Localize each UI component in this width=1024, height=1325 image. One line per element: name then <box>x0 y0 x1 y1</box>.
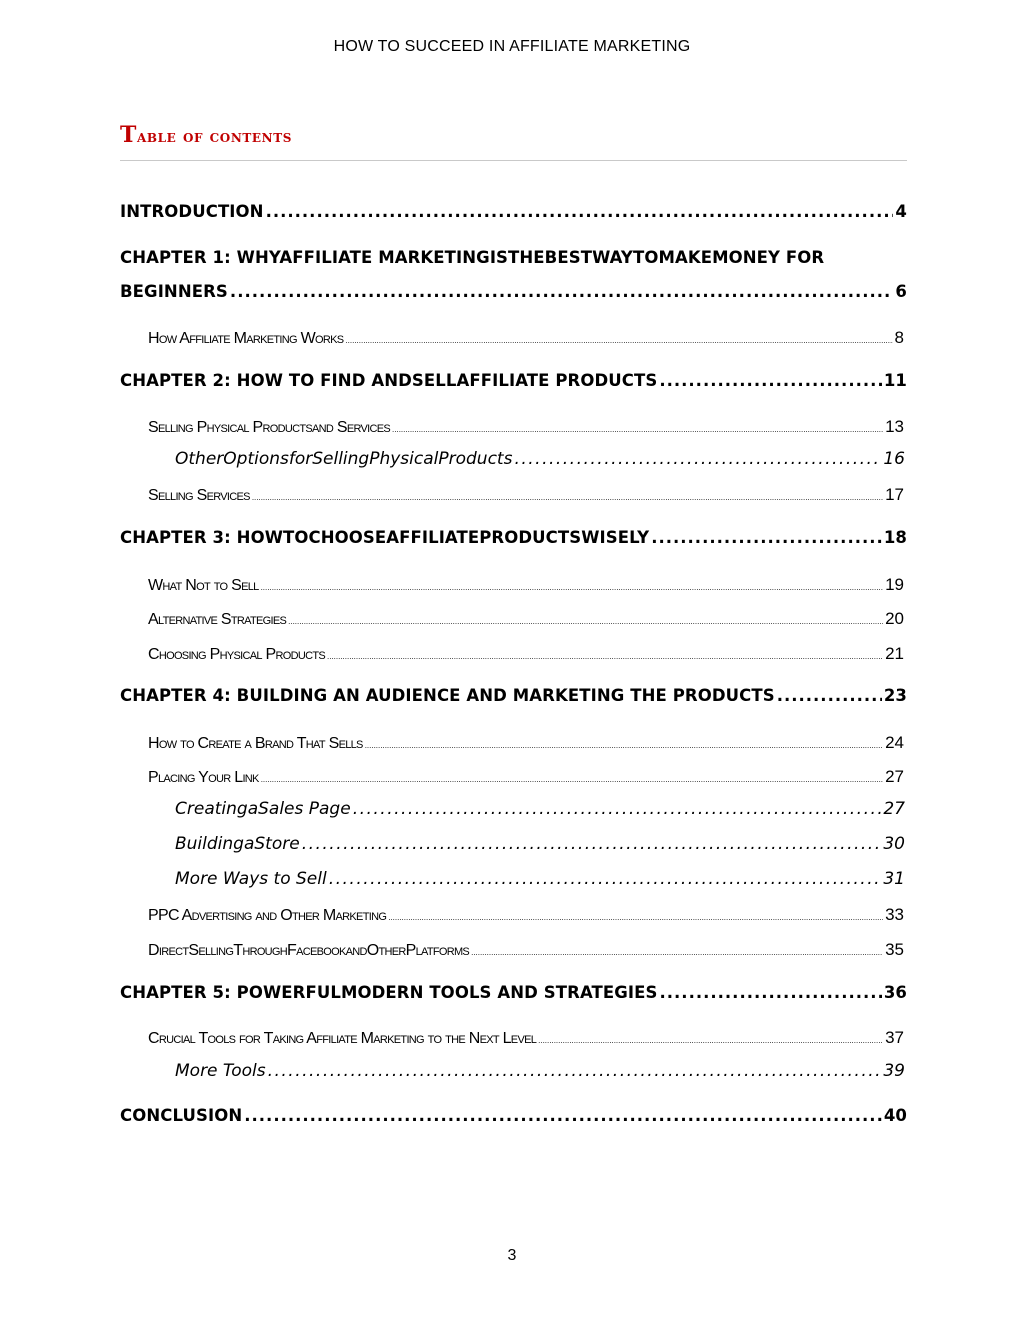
dot-leader <box>353 799 882 819</box>
toc-entry-building-a-store[interactable] <box>175 834 905 854</box>
dot-leader <box>651 528 882 547</box>
dot-leader <box>777 686 882 705</box>
toc-label: CHAPTER 2: HOW TO FIND ANDSELLAFFILIATE PRODUCTS <box>120 371 658 390</box>
toc-entry-how-affiliate-marketing-works[interactable] <box>148 328 904 348</box>
dot-leader <box>471 948 883 957</box>
dot-leader <box>329 869 882 889</box>
toc-entry-more-tools[interactable] <box>175 1061 905 1081</box>
toc-label: Alternative Strategies <box>148 611 287 628</box>
toc-page-number: 19 <box>885 575 904 594</box>
toc-entry-chapter-2[interactable] <box>120 371 907 390</box>
dot-leader <box>244 1106 882 1125</box>
toc-title <box>120 122 292 148</box>
dot-leader <box>388 913 883 922</box>
toc-page-number: 23 <box>883 686 907 705</box>
dot-leader <box>261 775 883 784</box>
dot-leader <box>659 371 881 390</box>
dot-leader <box>266 202 894 221</box>
toc-entry-chapter-1[interactable] <box>120 282 907 301</box>
dot-leader <box>288 617 883 626</box>
dot-leader <box>514 449 881 469</box>
toc-page-number: 17 <box>885 485 904 504</box>
toc-entry-chapter-3[interactable] <box>120 528 907 547</box>
toc-label: BuildingaStore <box>175 834 300 854</box>
toc-label: CHAPTER 1: WHYAFFILIATE MARKETINGISTHEBESTWAYTOMAKEMONEY FOR <box>120 248 825 267</box>
toc-entry-what-not-to-sell[interactable] <box>148 575 904 595</box>
toc-page-number: 31 <box>883 869 905 889</box>
toc-entry-selling-services[interactable] <box>148 485 904 505</box>
toc-label: Selling Services <box>148 487 250 504</box>
toc-label: OtherOptionsforSellingPhysicalProducts <box>175 449 513 469</box>
toc-entry-chapter-4[interactable] <box>120 686 907 705</box>
toc-page-number: 8 <box>894 328 904 347</box>
title-divider <box>120 160 907 161</box>
page-number: 3 <box>507 1247 517 1264</box>
toc-entry-more-ways-to-sell[interactable] <box>175 869 905 889</box>
toc-title-initial: T <box>120 122 137 148</box>
toc-page-number: 24 <box>885 733 904 752</box>
dot-leader <box>261 583 884 592</box>
dot-leader <box>365 741 883 750</box>
toc-entry-crucial-tools[interactable] <box>148 1028 904 1048</box>
toc-label: BEGINNERS <box>120 282 228 301</box>
toc-label: DirectSellingThroughFacebookandOtherPlatforms <box>148 942 470 959</box>
toc-page-number: 21 <box>885 644 904 663</box>
toc-page-number: 27 <box>883 799 905 819</box>
toc-entry-alternative-strategies[interactable] <box>148 609 904 629</box>
toc-entry-chapter-5[interactable] <box>120 983 907 1002</box>
toc-page-number: 35 <box>885 940 904 959</box>
toc-entry-direct-selling[interactable] <box>148 940 904 960</box>
toc-page-number: 6 <box>895 282 907 301</box>
toc-page-number: 16 <box>883 449 905 469</box>
running-header: HOW TO SUCCEED IN AFFILIATE MARKETING <box>333 38 691 55</box>
toc-page-number: 20 <box>885 609 904 628</box>
toc-page-number: 13 <box>885 417 904 436</box>
toc-label: CHAPTER 3: HOWTOCHOOSEAFFILIATEPRODUCTSWISELY <box>120 528 650 547</box>
toc-entry-conclusion[interactable] <box>120 1106 907 1125</box>
toc-label: Placing Your Link <box>148 769 259 786</box>
toc-page-number: 30 <box>883 834 905 854</box>
toc-label: More Tools <box>175 1061 266 1081</box>
dot-leader <box>660 983 882 1002</box>
toc-label: How Affiliate Marketing Works <box>148 330 344 347</box>
toc-page-number: 40 <box>883 1106 907 1125</box>
toc-page-number: 4 <box>895 202 907 221</box>
dot-leader <box>230 282 893 301</box>
toc-label: PPC Advertising and Other Marketing <box>148 907 387 924</box>
dot-leader <box>327 652 883 661</box>
toc-page-number: 37 <box>885 1028 904 1047</box>
toc-entry-choosing-physical-products[interactable] <box>148 644 904 664</box>
toc-label: How to Create a Brand That Sells <box>148 735 363 752</box>
toc-title-rest: able of contents <box>136 127 293 147</box>
toc-label: Choosing Physical Products <box>148 646 325 663</box>
toc-page-number: 27 <box>885 767 904 786</box>
toc-label: CONCLUSION <box>120 1106 243 1125</box>
toc-page-number: 11 <box>883 371 907 390</box>
toc-page-number: 39 <box>883 1061 905 1081</box>
toc-entry-ppc-advertising[interactable] <box>148 905 904 925</box>
toc-label: CHAPTER 5: POWERFULMODERN TOOLS AND STRATEGIES <box>120 983 658 1002</box>
dot-leader <box>538 1036 883 1045</box>
toc-entry-placing-your-link[interactable] <box>148 767 904 787</box>
dot-leader <box>268 1061 882 1081</box>
toc-entry-selling-physical-products[interactable] <box>148 417 904 437</box>
toc-page-number: 33 <box>885 905 904 924</box>
toc-label: CreatingaSales Page <box>175 799 351 819</box>
toc-entry-creating-a-sales-page[interactable] <box>175 799 905 819</box>
toc-page-number: 36 <box>883 983 907 1002</box>
toc-label: More Ways to Sell <box>175 869 327 889</box>
toc-label: Crucial Tools for Taking Affiliate Marketing to the Next Level <box>148 1030 537 1047</box>
toc-entry-create-a-brand[interactable] <box>148 733 904 753</box>
dot-leader <box>345 336 892 345</box>
toc-entry-other-options[interactable] <box>175 449 905 469</box>
toc-page-number: 18 <box>883 528 907 547</box>
toc-label: CHAPTER 4: BUILDING AN AUDIENCE AND MARKETING THE PRODUCTS <box>120 686 775 705</box>
dot-leader <box>252 493 883 502</box>
toc-label: INTRODUCTION <box>120 202 264 221</box>
toc-label: Selling Physical Productsand Services <box>148 419 391 436</box>
dot-leader <box>302 834 882 854</box>
dot-leader <box>392 425 883 434</box>
toc-label: What Not to Sell <box>148 577 259 594</box>
toc-entry-introduction[interactable] <box>120 202 907 221</box>
toc-entry-chapter-1-line-1[interactable] <box>120 248 907 267</box>
